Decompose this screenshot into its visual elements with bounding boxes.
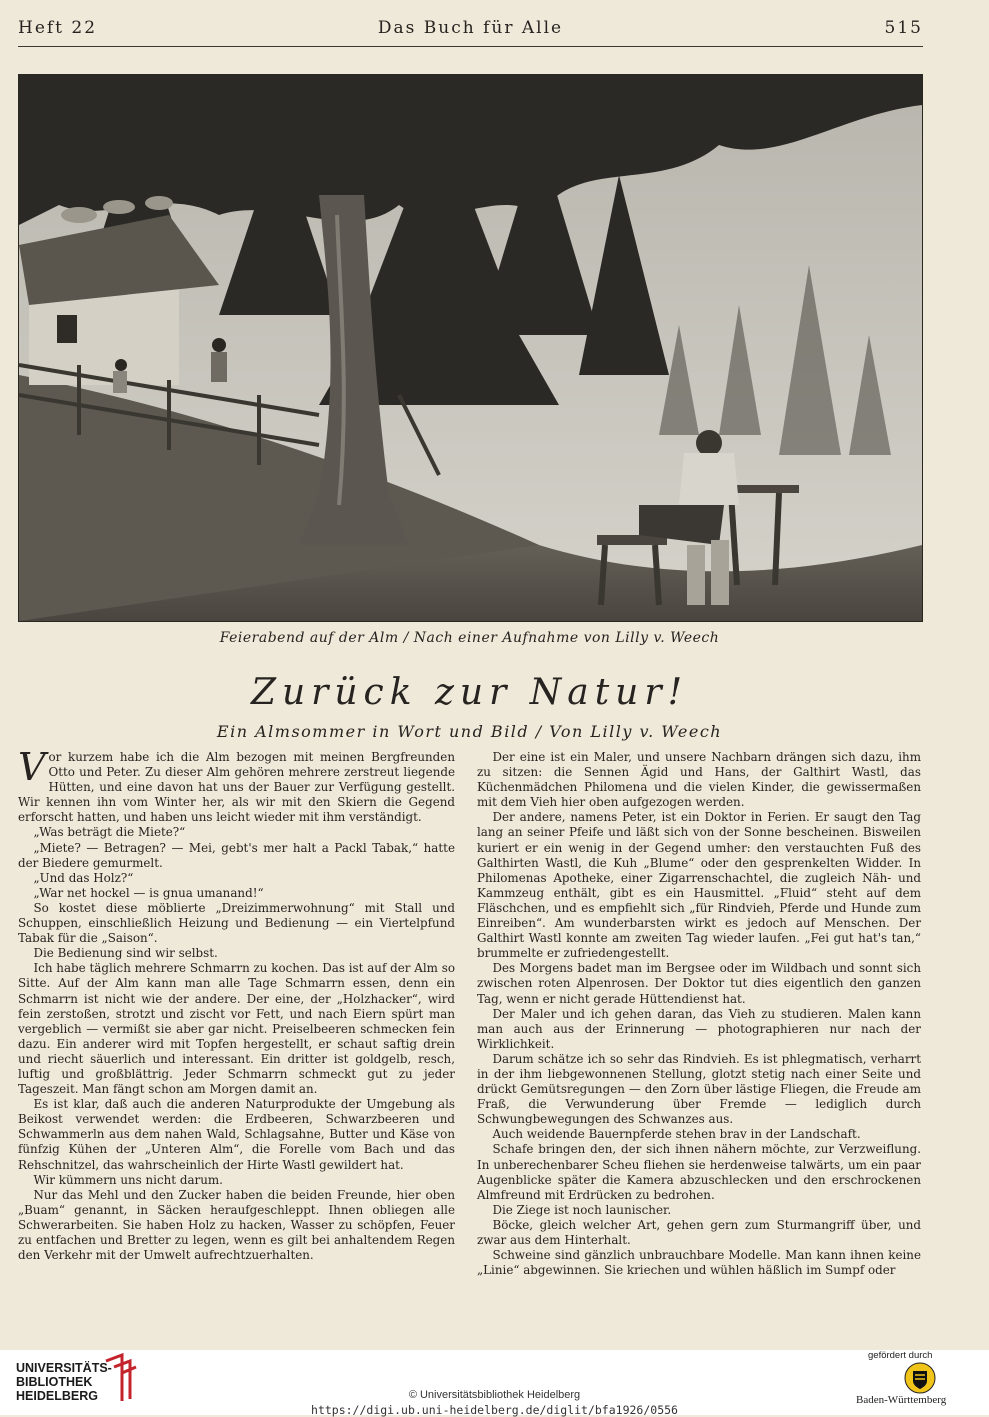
copyright-notice: © Universitätsbibliothek Heidelberg: [408, 1389, 581, 1401]
paragraph: Schweine sind gänzlich unbrauchbare Modelle. Man kann ihnen keine „Linie“ abgewinnen. Sie kriechen und wühlen häßlich im Sumpf oder: [477, 1248, 921, 1278]
article-column-right: [477, 750, 921, 1278]
state-name: Baden-Württemberg: [856, 1394, 947, 1406]
library-name-line: UNIVERSITÄTS-: [16, 1361, 112, 1375]
paragraph: Ich habe täglich mehrere Schmarrn zu kochen. Das ist auf der Alm so Sitte. Auf der Alm kann man alle Tage Schmarrn essen, denn ein Schmarrn ist nicht wie der andere. Der eine, der „Holzhacker“, wird fein zerstoßen, strotzt und zischt vor Fett, und nach Eiern spürt man vergeblich — vermißt sie aber gar nicht. Preiselbeeren schmecken fein dazu. Ein anderer wird mit Topfen hergestellt, er schaut saftig drein und riecht säuerlich und interessant. Ein dritter ist goldgelb, resch, luftig und großblättrig. Jeder Schmarrn schmeckt gut zu jeder Tageszeit. Man fängt schon am Morgen damit an.: [18, 961, 455, 1097]
article-title: Zurück zur Natur!: [250, 672, 689, 713]
library-name-line: HEIDELBERG: [16, 1389, 98, 1403]
library-name-line: BIBLIOTHEK: [16, 1375, 93, 1389]
magazine-title: Das Buch für Alle: [377, 18, 564, 38]
paragraph: So kostet diese möblierte „Dreizimmerwohnung“ mit Stall und Schuppen, einschließlich Heizung und Bedienung — ein Viertelpfund Tabak für die „Saison“.: [18, 900, 455, 946]
photo-caption: Feierabend auf der Alm / Nach einer Aufnahme von Lilly v. Weech: [219, 630, 720, 646]
photo-illustration: [19, 75, 922, 621]
paragraph: Der andere, namens Peter, ist ein Doktor in Ferien. Er saugt den Tag lang an seiner Pfeife und läßt sich von der Sonne bescheinen. Bisweilen kuriert er ein wenig in der Gegend umher: den verstauchten Fuß des Galthirten Wastl, die Kuh „Blume“ oder den gesprenkelten Widder. In Philomenas Apotheke, einer Zigarrenschachtel, die zugleich Näh- und Kammzeug enthält, gibt es ein Hausmittel. „Fluid“ steht auf dem Fläschchen, und es empfiehlt sich „für Rindvieh, Pferde und Hunde zum Einreiben“. Am wunderbarsten wirkt es jedoch auf Menschen. Der Galthirt Wastl konnte am zweiten Tag wieder laufen. „Fei gut hat's tan,“ brummelte er zufriedengestellt.: [477, 810, 921, 961]
paragraph: Die Ziege ist noch launischer.: [492, 1202, 672, 1217]
drop-cap: V: [18, 745, 46, 789]
paragraph: „Was beträgt die Miete?“: [33, 825, 186, 840]
paragraph: Nur das Mehl und den Zucker haben die beiden Freunde, hier oben „Buam“ genannt, in Säcken heraufgeschleppt. Ihnen obliegen alle Schwerarbeiten. Sie haben Holz zu hacken, Wasser zu schöpfen, Feuer zu entfachen und Bretter zu legen, wenn es gilt bei anhaltendem Regen den Verkehr mit der Umwelt aufrechtzuerhalten.: [18, 1187, 455, 1263]
paragraph: Vor kurzem habe ich die Alm bezogen mit meinen Bergfreunden Otto und Peter. Zu dieser Alm gehören mehrere zerstreut liegende Hütten, und eine davon hat uns der Bauer zur Verfügung gestellt. Wir kennen ihn vom Winter her, als wir mit den Skiern die Gegend erforscht hatten, und haben uns leicht wieder mit ihm verständigt.: [18, 745, 455, 825]
running-head: [18, 18, 923, 44]
paragraph: Es ist klar, daß auch die anderen Naturprodukte der Umgebung als Beikost verwendet werden: die Erdbeeren, Schwarzbeeren und Schwammerln aus dem nahen Wald, Schlagsahne, Butter und Käse von fünfzig Kühen der „Unteren Alm“, die Forelle vom Bach und das Rehschnitzel, das wahrscheinlich der Hirte Wastl gewildert hat.: [18, 1097, 455, 1172]
header-rule: [18, 46, 923, 47]
paragraph: Wir kümmern uns nicht darum.: [33, 1172, 223, 1187]
paragraph: Böcke, gleich welcher Art, gehen gern zum Sturmangriff über, und zwar aus dem Hinterhalt.: [477, 1217, 921, 1247]
digitization-footer: [0, 1350, 989, 1415]
page-number: 515: [884, 18, 923, 38]
paragraph: Des Morgens badet man im Bergsee oder im Wildbach und sonnt sich zwischen roten Alpenrosen. Der Doktor tut dies eigentlich den ganzen Tag, wenn er nicht gerade Hüttendienst hat.: [477, 961, 921, 1006]
issue-number: Heft 22: [18, 18, 98, 38]
permalink[interactable]: https://digi.ub.uni-heidelberg.de/diglit/bfa1926/0556: [311, 1403, 678, 1417]
paragraph: Darum schätze ich so sehr das Rindvieh. Es ist phlegmatisch, verharrt in der ihm liebgewonnenen Stellung, glotzt stetig nach einer Seite und drückt Gemütsregungen — den Zorn über lästige Fliegen, die Freude am Fraß, die Verwunderung über Fremde — lediglich durch Schwungbewegungen des Schwanzes aus.: [477, 1051, 921, 1127]
paragraph: Die Bedienung sind wir selbst.: [33, 946, 218, 961]
article-subtitle: Ein Almsommer in Wort und Bild / Von Lilly v. Weech: [216, 722, 723, 741]
funding-label: gefördert durch: [868, 1350, 933, 1361]
alpine-photograph: [18, 74, 923, 622]
paragraph: Schafe bringen den, der sich ihnen nähern möchte, zur Verzweiflung. In unberechenbarer Scheu fliehen sie herdenweise talwärts, um ein paar Augenblicke später die Kamera abzuschlecken und den erschrockenen Almfreund mit Erdrücken zu bedrohen.: [477, 1142, 921, 1202]
paragraph: „Und das Holz?“: [33, 870, 134, 885]
article-column-left: [18, 745, 455, 1263]
paragraph: „War net hockel — is gnua umanand!“: [33, 885, 264, 900]
paragraph: Der Maler und ich gehen daran, das Vieh zu studieren. Malen kann man auch aus der Erinnerung — photographieren nur nach der Wirklichkeit.: [477, 1006, 921, 1051]
paragraph: „Miete? — Betragen? — Mei, gebt's mer halt a Packl Tabak,“ hatte der Biedere gemurmelt.: [18, 840, 455, 870]
paragraph: Der eine ist ein Maler, und unsere Nachbarn drängen sich dazu, ihm zu sitzen: die Sennen Ägid und Hans, der Galthirt Wastl, das Küchenmädchen Philomena und die vielen Kinder, die gewissermaßen mit dem Vieh hier oben aufgezogen werden.: [477, 750, 921, 810]
coat-of-arms-icon: [904, 1362, 936, 1394]
paragraph: Auch weidende Bauernpferde stehen brav in der Landschaft.: [492, 1127, 861, 1142]
